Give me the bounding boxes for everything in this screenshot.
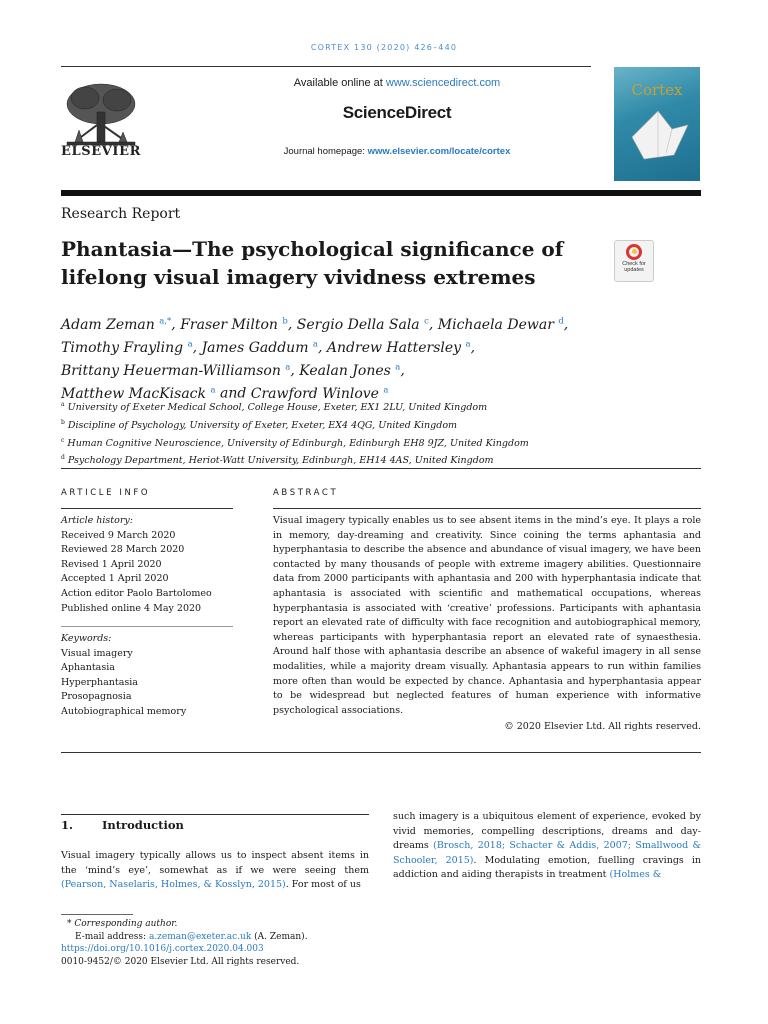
affiliation: $^a$ University of Exeter Medical School, College House, Exeter, EX1 2LU, United Kingdom <box>61 401 488 414</box>
history-label: Article history: <box>61 515 133 526</box>
title-rule <box>61 190 701 196</box>
check-updates-label-2: updates <box>624 267 644 273</box>
running-head: CORTEX 130 (2020) 426–440 <box>310 43 458 52</box>
abstract-copyright: © 2020 Elsevier Ltd. All rights reserved. <box>504 721 701 732</box>
keywords-rule <box>61 626 233 627</box>
author[interactable]: Crawford Winlove $^a$ <box>250 385 389 403</box>
paper-boat-image <box>614 67 700 181</box>
keyword: Aphantasia <box>61 662 115 674</box>
author[interactable]: Fraser Milton $^b$ <box>180 316 288 333</box>
check-for-updates-button[interactable] <box>614 240 654 282</box>
check-updates-label-1: Check for <box>622 261 646 267</box>
article-title <box>61 235 581 291</box>
body-text-left: Visual imagery typically allows us to inspect absent items in the ‘mind’s eye’, somewhat as if we were seeing them (Pearson, Naselaris, Holmes, & Kosslyn, 2015). For most of us <box>61 850 369 891</box>
affiliation: $^d$ Psychology Department, Heriot-Watt University, Edinburgh, EH14 4AS, United Kingdom <box>61 454 494 467</box>
email-line: E-mail address: a.zeman@exeter.ac.uk (A. Zeman). <box>75 931 308 942</box>
available-online <box>200 77 594 89</box>
article-info-heading: ARTICLE INFO <box>61 488 151 498</box>
history-item: Received 9 March 2020 <box>61 529 176 541</box>
abstract-end-rule <box>61 752 701 753</box>
email-link[interactable]: a.zeman@exeter.ac.uk <box>148 931 252 942</box>
section-heading <box>61 818 184 832</box>
author[interactable]: Matthew MacKisack $^a$ <box>61 385 216 403</box>
author[interactable]: Timothy Frayling $^a$ <box>61 339 193 356</box>
issn-line: 0010-9452/© 2020 Elsevier Ltd. All rights reserved. <box>61 957 300 968</box>
footnotes <box>61 918 391 969</box>
author[interactable]: Adam Zeman $^{a,*}$ <box>61 316 172 333</box>
keyword: Autobiographical memory <box>61 705 187 717</box>
author-list: Adam Zeman $^{a,*}$, Fraser Milton $^b$, Sergio Della Sala $^c$, Michaela Dewar $^d$, Timothy Frayling $^a$, James Gaddum $^a$, Andrew Hattersley $^a$, Brittany Heuerman-Williamson $^a$, Kealan Jones $^a$, Matthew MacKisack $^a$ and Crawford Winlove $^a$ <box>61 316 569 403</box>
article-info-rule <box>61 508 233 509</box>
available-prefix: Available online at <box>293 77 386 89</box>
history-item: Action editor Paolo Bartolomeo <box>61 587 212 599</box>
affiliation: $^b$ Discipline of Psychology, University of Exeter, Exeter, EX4 4QG, United Kingdom <box>61 418 458 431</box>
citation-link[interactable]: (Holmes & <box>609 869 662 881</box>
section-rule <box>61 468 701 469</box>
history-item: Revised 1 April 2020 <box>61 558 162 570</box>
history-item: Reviewed 28 March 2020 <box>61 544 185 556</box>
article-type: Research Report <box>61 206 181 222</box>
sciencedirect-wordmark: ScienceDirect <box>342 103 452 122</box>
abstract-rule <box>273 508 701 509</box>
sciencedirect-link[interactable]: www.sciencedirect.com <box>385 77 501 89</box>
affiliations <box>61 398 681 469</box>
doi-link[interactable]: https://doi.org/10.1016/j.cortex.2020.04.003 <box>61 944 264 955</box>
keywords <box>61 632 233 720</box>
author[interactable]: Brittany Heuerman-Williamson $^a$ <box>61 362 291 379</box>
abstract-text: Visual imagery typically enables us to see absent items in the mind’s eye. It plays a role in memory, day-dreaming and creativity. Since coining the terms aphantasia and hyperphantasia to describe the absence and abundance of visual imagery, we have been contacted by many thousands of people with extreme imagery abilities. Questionnaire data from 2000 participants with aphantasia and 200 with hyperphantasia indicate that aphantasia is associated with scientific and mathematical occupations, whereas hyperphantasia is associated with ‘creative’ professions. Participants with aphantasia report an elevated rate of difficulty with face recognition and autobiographical memory, whereas participants with hyperphantasia report an elevated rate of synaesthesia. Around half those with aphantasia describe an absence of wakeful imagery in all sense modalities, while a majority dream visually. Aphantasia appears to run within families more often than would be expected by chance. Aphantasia and hyperphantasia appear to be widespread but neglected features of human experience with informative psychological associations. <box>273 515 701 716</box>
article-history <box>61 514 233 616</box>
footnote-rule <box>61 914 133 915</box>
section-title: Introduction <box>102 818 184 832</box>
citation-link[interactable]: (Pearson, Naselaris, Holmes, & Kosslyn, 2015) <box>61 879 286 891</box>
author[interactable]: Sergio Della Sala $^c$ <box>296 316 429 333</box>
author[interactable]: Michaela Dewar $^d$ <box>437 316 564 333</box>
keyword: Hyperphantasia <box>61 676 138 688</box>
header-rule <box>61 66 591 67</box>
body-text-right: such imagery is a ubiquitous element of experience, evoked by vivid memories, compelling descriptions, dreams and day-dreams (Brosch, 2018; Schacter & Addis, 2007; Smallwood & Schooler, 2015). Modulating emotion, fuelling cravings in addiction and aiding therapists in treatment (Holmes & <box>393 811 702 881</box>
intro-rule <box>61 814 369 815</box>
citation-link[interactable]: (Brosch, 2018; Schacter & Addis, 2007; Smallwood & Schooler, 2015) <box>393 840 701 866</box>
publisher-name: ELSEVIER <box>61 144 142 159</box>
keywords-label: Keywords: <box>61 633 112 644</box>
crossmark-icon <box>626 244 642 260</box>
section-number: 1. <box>61 818 74 832</box>
history-item: Published online 4 May 2020 <box>61 602 202 614</box>
journal-homepage <box>200 146 594 157</box>
cover-title: Cortex <box>631 81 683 99</box>
history-item: Accepted 1 April 2020 <box>61 573 169 585</box>
title-line-1: Phantasia—The psychological significance of <box>61 237 564 261</box>
abstract-heading: ABSTRACT <box>273 488 339 498</box>
author[interactable]: Kealan Jones $^a$ <box>299 362 401 379</box>
author[interactable]: Andrew Hattersley $^a$ <box>326 339 471 356</box>
keyword: Visual imagery <box>61 647 133 659</box>
affiliation: $^c$ Human Cognitive Neuroscience, University of Edinburgh, Edinburgh EH8 9JZ, United Kingdom <box>61 436 529 449</box>
keyword: Prosopagnosia <box>61 691 132 703</box>
author[interactable]: James Gaddum $^a$ <box>201 339 318 356</box>
journal-cover <box>614 67 700 181</box>
homepage-prefix: Journal homepage: <box>283 146 368 157</box>
journal-homepage-link[interactable]: www.elsevier.com/locate/cortex <box>367 146 511 157</box>
corresponding-author: * Corresponding author. <box>67 919 178 929</box>
title-line-2: lifelong visual imagery vividness extremes <box>61 265 536 289</box>
